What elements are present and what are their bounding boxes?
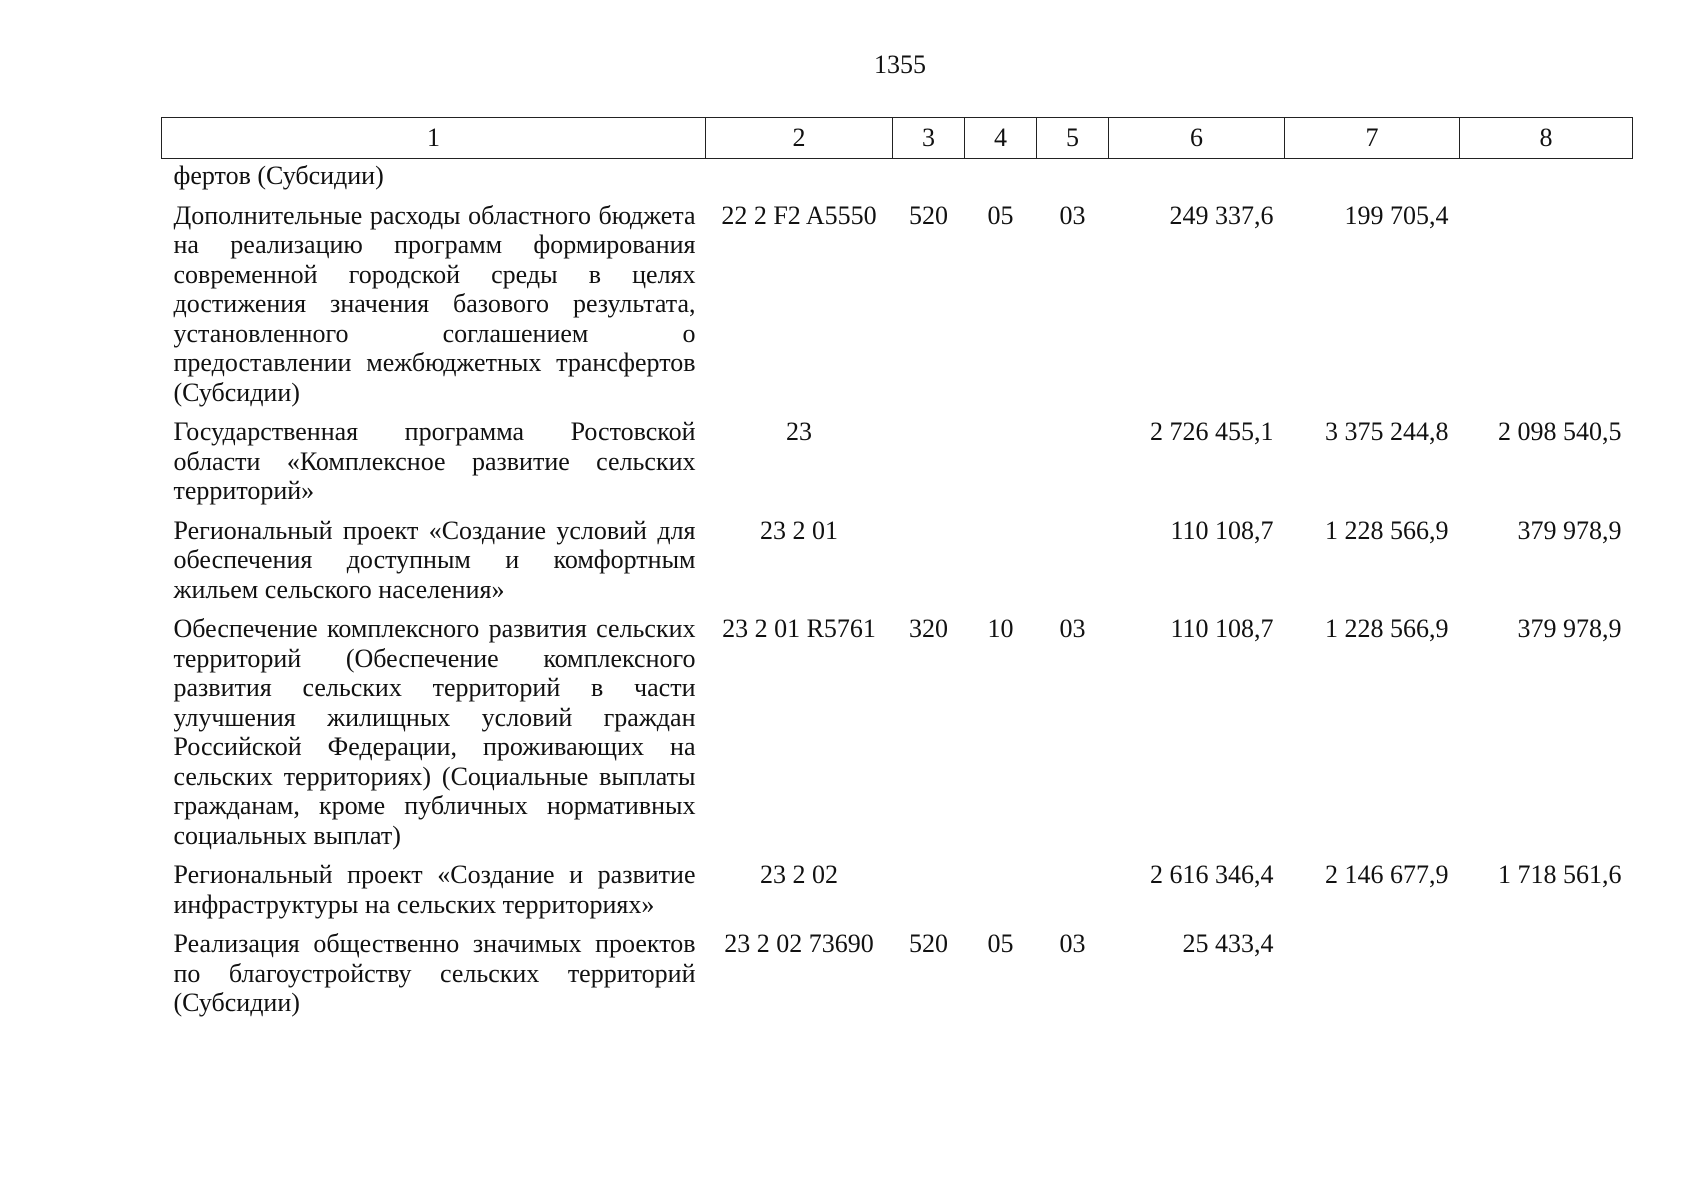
row-col5: 03 [1059,200,1086,230]
row-value-7: 1 228 566,9 [1325,515,1449,545]
row-value-7 [1285,159,1460,201]
table-row [162,860,1633,929]
row-col3: 520 [909,200,948,230]
column-header-4: 4 [965,118,1037,159]
row-code: 23 2 02 [760,860,838,889]
row-value-7 [1285,929,1460,1018]
row-value-7: 3 375 244,8 [1325,417,1449,446]
row-code [706,159,893,201]
row-name: Дополнительные расходы областного бюджета на реализацию программ формирования современной городской среды в целях достижения значения базового результата, установленного соглашением о предоставлении межбюджетных трансфертов (Субсидии) [173,200,696,407]
row-col4: 10 [987,614,1014,643]
table-row [162,201,1633,418]
row-code: 23 [786,417,812,446]
row-col4: 05 [987,929,1014,958]
page-number [0,50,1698,80]
table-header [162,118,1633,159]
row-name: Обеспечение комплексного развития сельских территорий (Обеспечение комплексного развития сельских территорий в части улучшения жилищных условий граждан Российской Федерации, проживающих на сельских территориях) (Социальные выплаты гражданам, кроме публичных нормативных социальных выплат) [173,614,696,850]
row-col3 [893,159,965,201]
table-row [162,929,1633,1018]
row-value-6: 110 108,7 [1170,614,1274,643]
row-value-6 [1109,159,1285,201]
row-col5 [1037,417,1109,516]
row-value-7: 199 705,4 [1344,200,1449,230]
row-col5 [1037,159,1109,201]
row-col3: 520 [909,929,948,958]
table-row [162,417,1633,516]
row-col3 [893,516,965,615]
row-name: Региональный проект «Создание и развитие инфраструктуры на сельских территориях» [173,860,696,919]
row-col4 [965,860,1037,929]
row-name: Государственная программа Ростовской области «Комплексное развитие сельских территорий» [173,417,696,505]
table-row [162,516,1633,615]
header-row [162,118,1633,159]
table-row [162,614,1633,860]
row-value-8: 379 978,9 [1517,614,1622,643]
page-number-text: 1355 [874,50,926,79]
row-col5: 03 [1059,929,1086,958]
row-col4 [965,417,1037,516]
column-header-5: 5 [1037,118,1109,159]
column-header-7: 7 [1285,118,1460,159]
table-body [162,159,1633,1018]
row-code: 23 2 01 [760,515,838,545]
column-header-8: 8 [1460,118,1633,159]
row-value-8: 379 978,9 [1517,515,1622,545]
row-col5 [1037,860,1109,929]
row-value-6: 249 337,6 [1169,200,1274,230]
column-header-1: 1 [162,118,706,159]
row-value-8 [1460,929,1633,1018]
row-col3: 320 [909,614,948,643]
row-code: 22 2 F2 A5550 [721,200,877,230]
column-header-2: 2 [706,118,893,159]
column-header-3: 3 [893,118,965,159]
row-name: Реализация общественно значимых проектов по благоустройству сельских территорий (Субсидии) [173,929,696,1017]
row-col3 [893,417,965,516]
row-col4 [965,516,1037,615]
row-col4 [965,159,1037,201]
row-code: 23 2 02 73690 [724,929,874,958]
row-col3 [893,860,965,929]
row-value-8 [1460,159,1633,201]
column-header-6: 6 [1109,118,1285,159]
row-value-6: 2 616 346,4 [1150,860,1274,889]
row-value-7: 2 146 677,9 [1325,860,1449,889]
row-value-8: 1 718 561,6 [1498,860,1622,889]
row-col5: 03 [1059,614,1086,643]
row-value-8: 2 098 540,5 [1498,417,1622,446]
row-value-6: 110 108,7 [1170,515,1274,545]
row-value-6: 25 433,4 [1182,929,1274,958]
row-name: Региональный проект «Создание условий для обеспечения доступным и комфортным жильем сельского населения» [173,515,696,604]
table-row [162,159,1633,201]
row-value-8 [1460,201,1633,418]
row-value-6: 2 726 455,1 [1150,417,1274,446]
row-value-7: 1 228 566,9 [1325,614,1449,643]
budget-table [161,117,1633,1018]
row-code: 23 2 01 R5761 [722,614,876,643]
row-col4: 05 [987,200,1014,230]
row-name: фертов (Субсидии) [173,161,384,190]
row-col5 [1037,516,1109,615]
